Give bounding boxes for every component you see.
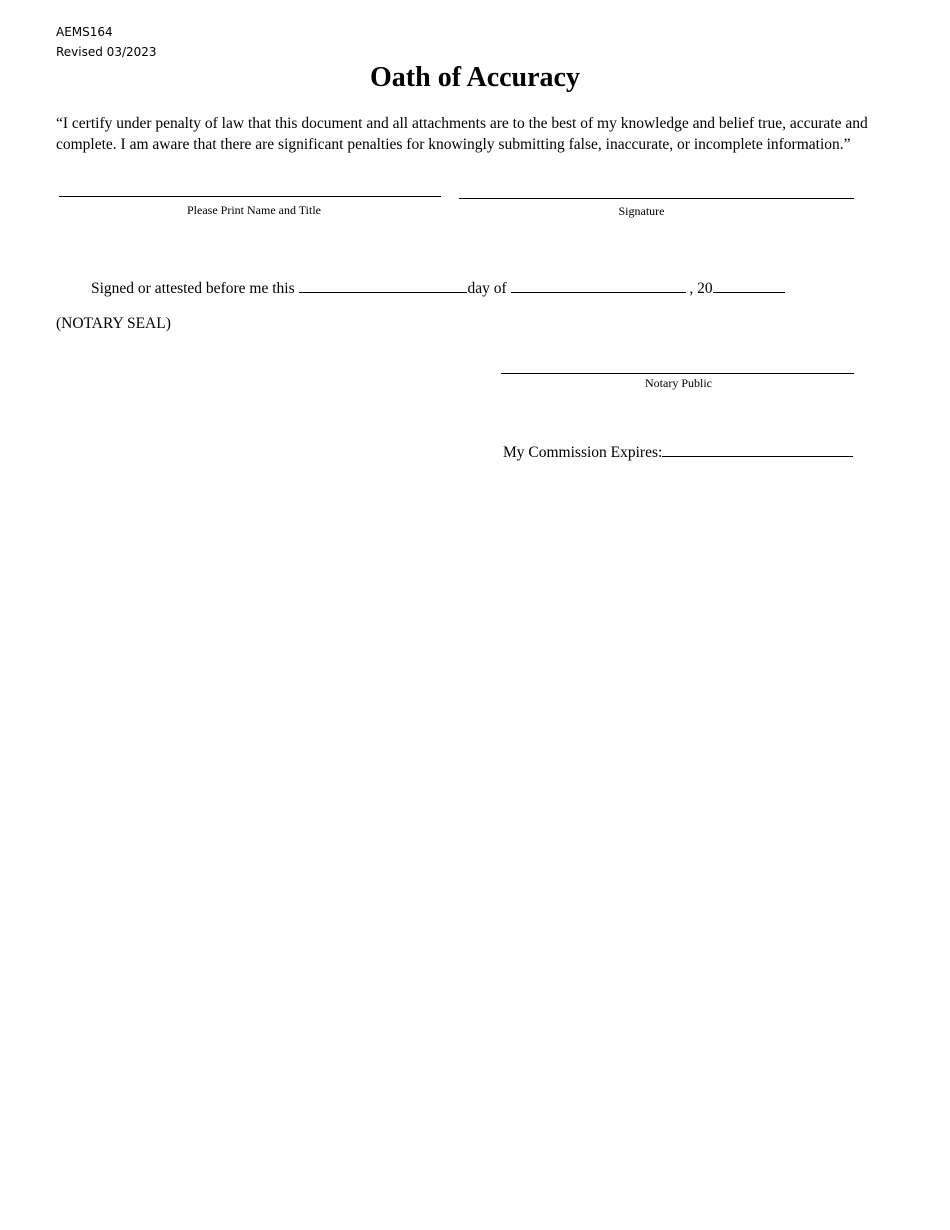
- commission-expires-blank[interactable]: [662, 442, 853, 457]
- commission-expires-label: My Commission Expires:: [503, 444, 663, 461]
- revision-date: Revised 03/2023: [56, 45, 157, 59]
- form-header: [56, 22, 157, 62]
- attestation-year-prefix: , 20: [689, 280, 713, 297]
- attestation-day-of: day of: [467, 280, 507, 297]
- page-title: Oath of Accuracy: [370, 62, 580, 93]
- certification-statement: “I certify under penalty of law that this document and all attachments are to the best of my knowledge and belief true, accurate and complete. I am aware that there are significant penalties for knowingly submitting false, inaccurate, or incomplete information.”: [56, 115, 868, 153]
- form-number: AEMS164: [56, 25, 113, 39]
- attestation-line: [91, 278, 785, 299]
- signature-label: Signature: [618, 204, 665, 218]
- notary-seal-label: (NOTARY SEAL): [56, 315, 171, 332]
- attest-day-blank[interactable]: [299, 278, 467, 293]
- print-name-label: Please Print Name and Title: [187, 203, 321, 217]
- attest-month-blank[interactable]: [511, 278, 686, 293]
- commission-expires: [503, 442, 853, 463]
- notary-public-label: Notary Public: [645, 376, 712, 390]
- attest-year-blank[interactable]: [713, 278, 785, 293]
- print-name-line[interactable]: [59, 196, 441, 197]
- attestation-prefix: Signed or attested before me this: [91, 280, 295, 297]
- signature-line[interactable]: [459, 198, 854, 199]
- notary-public-line[interactable]: [501, 373, 854, 374]
